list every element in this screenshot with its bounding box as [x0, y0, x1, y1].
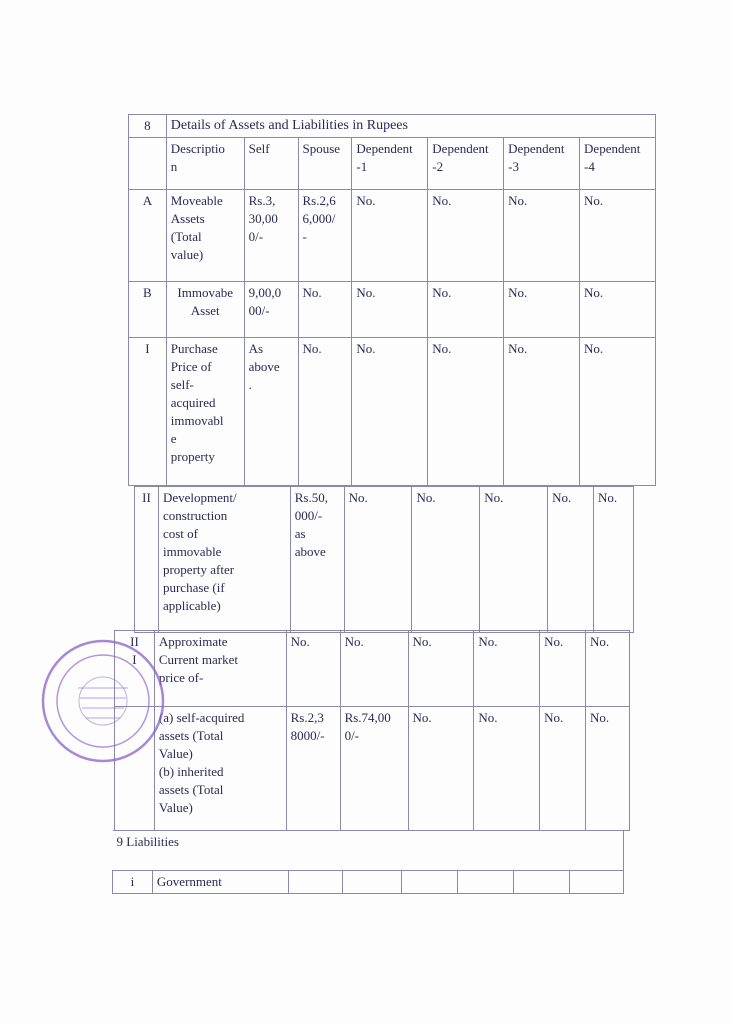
cell-dependent-3: No.	[504, 338, 580, 486]
liabilities-table	[112, 830, 624, 894]
cell-dependent-1: No.	[408, 631, 474, 707]
header-dependent-3: Dependent -3	[504, 138, 580, 190]
header-dependent-4: Dependent -4	[580, 138, 656, 190]
row-description: Approximate Current market price of-	[154, 631, 286, 707]
cell-self: Rs.50, 000/- as above	[290, 487, 344, 633]
cell-self: 9,00,0 00/-	[244, 282, 298, 338]
cell-dependent-3: No.	[504, 190, 580, 282]
header-self: Self	[244, 138, 298, 190]
cell-dependent-1: No.	[412, 487, 480, 633]
section-9-header-row	[113, 831, 624, 871]
assets-table	[128, 114, 656, 486]
section-8-header-row	[129, 115, 656, 138]
circular-seal-icon	[38, 636, 168, 766]
cell-dependent-3: No.	[504, 282, 580, 338]
cell-dependent-2: No.	[428, 282, 504, 338]
table-row	[129, 282, 656, 338]
assets-table-continued	[134, 486, 634, 633]
row-id: II	[135, 487, 159, 633]
cell-dependent-4: No.	[586, 707, 630, 831]
cell-dependent-4: No.	[586, 631, 630, 707]
cell-dependent-2: No.	[474, 631, 540, 707]
cell-dependent-3: No.	[548, 487, 594, 633]
header-spouse: Spouse	[298, 138, 352, 190]
row-description: (a) self-acquired assets (Total Value) (b) inherited assets (Total Value)	[154, 707, 286, 831]
row-description: Purchase Price of self- acquired immovabl e property	[166, 338, 244, 486]
row-description: Government	[152, 871, 288, 894]
cell-self: Rs.2,3 8000/-	[286, 707, 340, 831]
cell-dependent-1: No.	[352, 282, 428, 338]
row-description: Moveable Assets (Total value)	[166, 190, 244, 282]
row-description: Immovabe Asset	[166, 282, 244, 338]
table-row	[129, 338, 656, 486]
cell-dependent-4: No.	[580, 282, 656, 338]
cell-dependent-3: No.	[540, 631, 586, 707]
cell-dependent-4: No.	[594, 487, 634, 633]
header-dependent-1: Dependent -1	[352, 138, 428, 190]
row-id: i	[113, 871, 153, 894]
row-id: I	[129, 338, 167, 486]
cell-self: As above .	[244, 338, 298, 486]
row-id: B	[129, 282, 167, 338]
cell-dependent-1: No.	[408, 707, 474, 831]
cell-dependent-2: No.	[480, 487, 548, 633]
row-description: Development/ construction cost of immovable property after purchase (if applicable)	[158, 487, 290, 633]
cell-dependent-4: No.	[580, 338, 656, 486]
cell-dependent-2: No.	[428, 338, 504, 486]
table-row	[129, 190, 656, 282]
column-header-row	[129, 138, 656, 190]
table-row	[113, 871, 624, 894]
cell-self: Rs.3, 30,00 0/-	[244, 190, 298, 282]
section-number: 8	[129, 115, 167, 138]
row-id: A	[129, 190, 167, 282]
cell-spouse: Rs.74,00 0/-	[340, 707, 408, 831]
cell-dependent-4: No.	[580, 190, 656, 282]
cell-spouse: No.	[298, 282, 352, 338]
cell-dependent-2: No.	[474, 707, 540, 831]
market-price-table	[114, 630, 630, 831]
header-dependent-2: Dependent -2	[428, 138, 504, 190]
cell-spouse: Rs.2,6 6,000/ -	[298, 190, 352, 282]
cell-dependent-1: No.	[352, 190, 428, 282]
table-row	[115, 707, 630, 831]
cell-spouse: No.	[344, 487, 412, 633]
cell-self: No.	[286, 631, 340, 707]
cell-dependent-1: No.	[352, 338, 428, 486]
section-number: 9	[116, 834, 123, 849]
cell-spouse: No.	[340, 631, 408, 707]
section-title: Liabilities	[126, 834, 179, 849]
section-title: Details of Assets and Liabilities in Rupees	[166, 115, 655, 138]
cell-dependent-3: No.	[540, 707, 586, 831]
cell-dependent-2: No.	[428, 190, 504, 282]
cell-spouse: No.	[298, 338, 352, 486]
header-description: Descriptio n	[166, 138, 244, 190]
table-row	[115, 631, 630, 707]
row-id: II I	[115, 631, 155, 707]
table-row	[135, 487, 634, 633]
